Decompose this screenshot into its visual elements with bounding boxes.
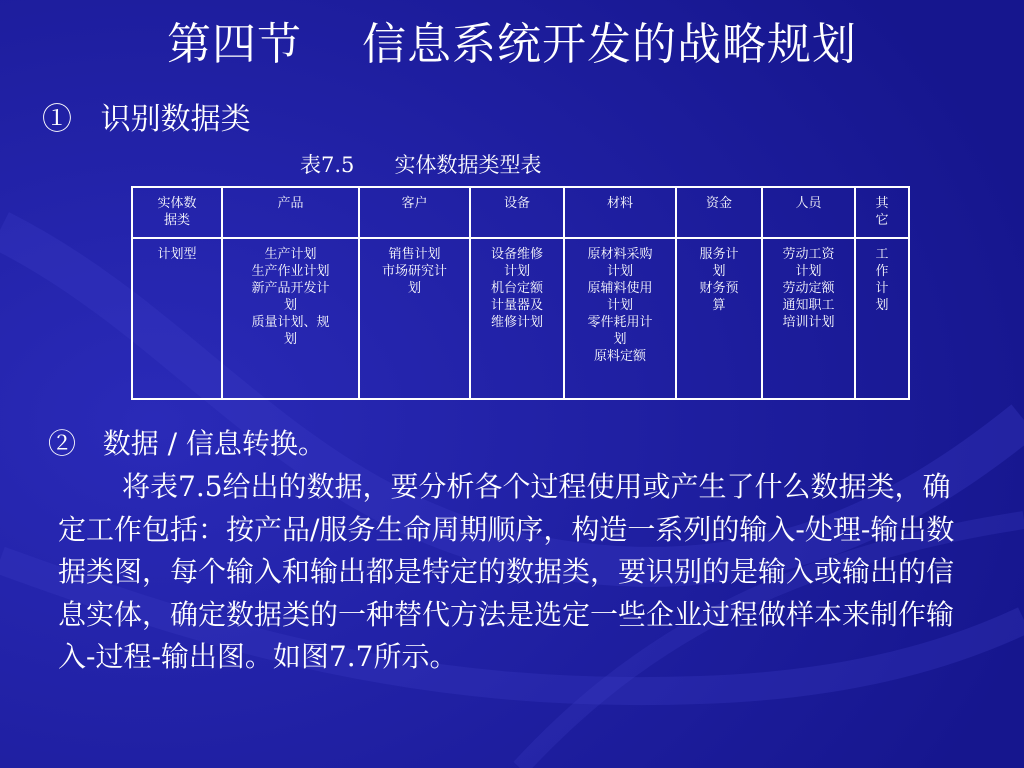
table-cell: 服务计 划 财务预 算 (676, 238, 762, 399)
header-cell: 设备 (470, 187, 564, 238)
table-cell: 销售计划 市场研究计 划 (359, 238, 470, 399)
slide-title: 第四节 信息系统开发的战略规划 (167, 19, 857, 70)
body-paragraph: 将表7.5给出的数据，要分析各个过程使用或产生了什么数据类，确定工作包括：按产品/服务生命周期顺序，构造一系列的输入-处理-输出数据类图，每个输入和输出都是特定的数据类，要识别的是输入或输出的信息实体，确定数据类的一种替代方法是选定一些企业过程做样本来制作输入-过程-输出图。如图7.7所示。 (58, 470, 955, 673)
header-cell: 客户 (359, 187, 470, 238)
table-caption: 表7.5 实体数据类型表 (300, 153, 542, 177)
header-cell: 材料 (564, 187, 676, 238)
section-heading-2: ② 数据 / 信息转换。 (48, 427, 326, 460)
header-cell: 实体数 据类 (132, 187, 222, 238)
table-cell: 计划型 (132, 238, 222, 399)
table-cell: 工 作 计 划 (855, 238, 909, 399)
table-cell: 设备维修 计划 机台定额 计量器及 维修计划 (470, 238, 564, 399)
table-cell: 原材料采购 计划 原辅料使用 计划 零件耗用计 划 原料定额 (564, 238, 676, 399)
table-row (132, 238, 909, 399)
section-heading-1: ① 识别数据类 (42, 102, 251, 137)
table-header-row (132, 187, 909, 238)
header-cell: 其 它 (855, 187, 909, 238)
entity-data-table (131, 186, 910, 400)
table-cell: 生产计划 生产作业计划 新产品开发计 划 质量计划、规 划 (222, 238, 359, 399)
header-cell: 资金 (676, 187, 762, 238)
header-cell: 人员 (762, 187, 855, 238)
table-cell: 劳动工资 计划 劳动定额 通知职工 培训计划 (762, 238, 855, 399)
header-cell: 产品 (222, 187, 359, 238)
